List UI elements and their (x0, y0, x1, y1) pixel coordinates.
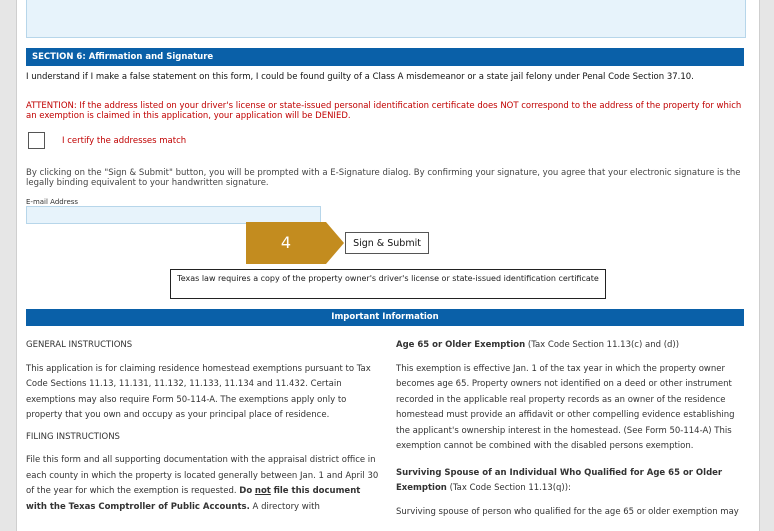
instructions-left-column (26, 338, 384, 515)
spouse-citation: (Tax Code Section 11.13(q)): (449, 483, 571, 493)
spouse-title: Surviving Spouse of an Individual Who Qualified for Age 65 or Older Exemption (396, 467, 723, 493)
age65-title: Age 65 or Older Exemption (396, 340, 526, 350)
right-page-gutter (759, 0, 774, 531)
filing-do: Do (239, 486, 253, 496)
certify-addresses-label: I certify the addresses match (62, 136, 187, 146)
filing-not: not (254, 486, 271, 496)
general-instructions-title: GENERAL INSTRUCTIONS (26, 340, 133, 350)
left-page-gutter (0, 0, 17, 531)
age65-heading (396, 338, 748, 354)
filing-body-bold: file this document with the Texas Comptroller of Public Accounts. (26, 486, 361, 512)
sign-submit-button[interactable]: Sign & Submit (345, 232, 429, 254)
section6-header: SECTION 6: Affirmation and Signature (26, 48, 744, 66)
esignature-note: By clicking on the "Sign & Submit" button, you will be prompted with a E-Signature dialog. By confirming your signature, you agree that your electronic signature is the legally binding equivalent to your handwritten signature. (26, 168, 741, 188)
important-information-header: Important Information (26, 309, 744, 326)
spouse-body: Surviving spouse of person who qualified for the age 65 or older exemption may (396, 506, 739, 517)
previous-section-box (26, 0, 746, 38)
certify-addresses-checkbox[interactable] (28, 132, 45, 149)
filing-body-end: A directory with (252, 501, 320, 512)
age65-citation: (Tax Code Section 11.13(c) and (d)) (527, 340, 680, 350)
instructions-right-column (396, 338, 748, 520)
spouse-heading (396, 466, 748, 497)
affirmation-text: I understand if I make a false statement on this form, I could be found guilty of a Class A misdemeanor or a state jail felony under Penal Code Section 37.10. (26, 72, 694, 82)
step-number: 4 (280, 233, 292, 252)
age65-body: This exemption is effective Jan. 1 of the tax year in which the property owner becomes age 65. Property owners not identified on a deed or other instrument recorded in the applicable real property records as an owner of the residence homestead must provide an affidavit or other compelling evidence establishing the applicant's ownership interest in the homestead. (See Form 50-114-A) This exemption cannot be combined with the disabled persons exemption. (396, 363, 735, 451)
filing-instructions-title: FILING INSTRUCTIONS (26, 431, 120, 442)
id-requirement-notice: Texas law requires a copy of the property owner's driver's license or state-issued identification certificate (170, 269, 606, 299)
filing-body-start: File this form and all supporting documentation with the appraisal district office in each county in which the property is located generally between Jan. 1 and April 30 of the year for which the exemption is requested. (26, 455, 379, 496)
general-instructions-body: This application is for claiming residence homestead exemptions pursuant to Tax Code Sections 11.13, 11.131, 11.132, 11.133, 11.134 and 11.432. Certain exemptions may also require Form 50-114-A. The exemptions apply only to property that you own and occupy as your principal place of residence. (26, 363, 371, 420)
filing-instructions-body (26, 453, 384, 515)
attention-warning: ATTENTION: If the address listed on your driver's license or state-issued personal identification certificate does NOT correspond to the address of the property for which an exemption is claimed in this application, your application will be DENIED. (26, 101, 742, 121)
email-label: E-mail Address (26, 198, 79, 206)
